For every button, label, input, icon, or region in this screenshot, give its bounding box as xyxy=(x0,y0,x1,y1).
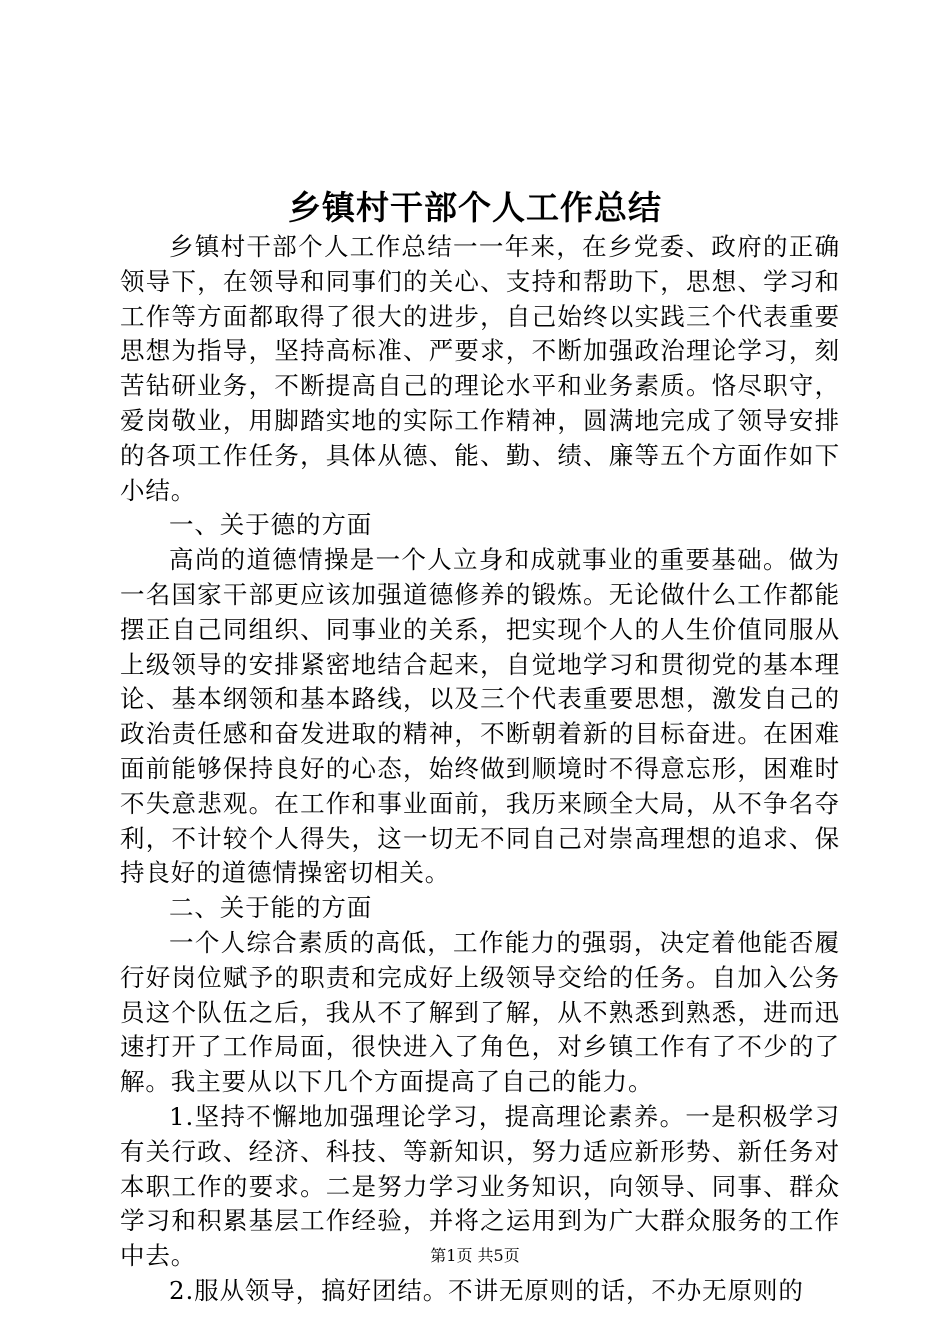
page-footer: 第1页 共5页 xyxy=(430,1246,520,1265)
paragraph-de: 高尚的道德情操是一个人立身和成就事业的重要基础。做为一名国家干部更应该加强道德修养的锻炼。无论做什么工作都能摆正自己同组织、同事业的关系，把实现个人的人生价值同服从上级领导的安排紧密地结合起来，自觉地学习和贯彻党的基本理论、基本纲领和基本路线，以及三个代表重要思想，激发自己的政治责任感和奋发进取的精神，不断朝着新的目标奋进。在困难面前能够保持良好的心态，始终做到顺境时不得意忘形，困难时不失意悲观。在工作和事业面前，我历来顾全大局，从不争名夺利，不计较个人得失，这一切无不同自己对崇高理想的追求、保持良好的道德情操密切相关。 xyxy=(120,545,840,888)
section-heading-neng: 二、关于能的方面 xyxy=(169,893,373,923)
document-title: 乡镇村干部个人工作总结 xyxy=(288,188,662,227)
section-heading-de: 一、关于德的方面 xyxy=(169,510,373,540)
document-body xyxy=(120,230,840,1309)
paragraph-item-1: 1.坚持不懈地加强理论学习，提高理论素养。一是积极学习有关行政、经济、科技、等新知识，努力适应新形势、新任务对本职工作的要求。二是努力学习业务知识，向领导、同事、群众学习和积累基层工作经验，并将之运用到为广大群众服务的工作中去。 xyxy=(120,1101,840,1271)
paragraph-item-2: 2.服从领导，搞好团结。不讲无原则的话，不办无原则的 xyxy=(169,1275,804,1305)
paragraph-intro: 乡镇村干部个人工作总结一一年来，在乡党委、政府的正确领导下，在领导和同事们的关心、支持和帮助下，思想、学习和工作等方面都取得了很大的进步，自己始终以实践三个代表重要思想为指导，坚持高标准、严要求，不断加强政治理论学习，刻苦钻研业务，不断提高自己的理论水平和业务素质。恪尽职守，爱岗敬业，用脚踏实地的实际工作精神，圆满地完成了领导安排的各项工作任务，具体从德、能、勤、绩、廉等五个方面作如下小结。 xyxy=(120,232,840,505)
paragraph-neng: 一个人综合素质的高低，工作能力的强弱，决定着他能否履行好岗位赋予的职责和完成好上级领导交给的任务。自加入公务员这个队伍之后，我从不了解到了解，从不熟悉到熟悉，进而迅速打开了工作局面，很快进入了角色，对乡镇工作有了不少的了解。我主要从以下几个方面提高了自己的能力。 xyxy=(120,927,840,1097)
